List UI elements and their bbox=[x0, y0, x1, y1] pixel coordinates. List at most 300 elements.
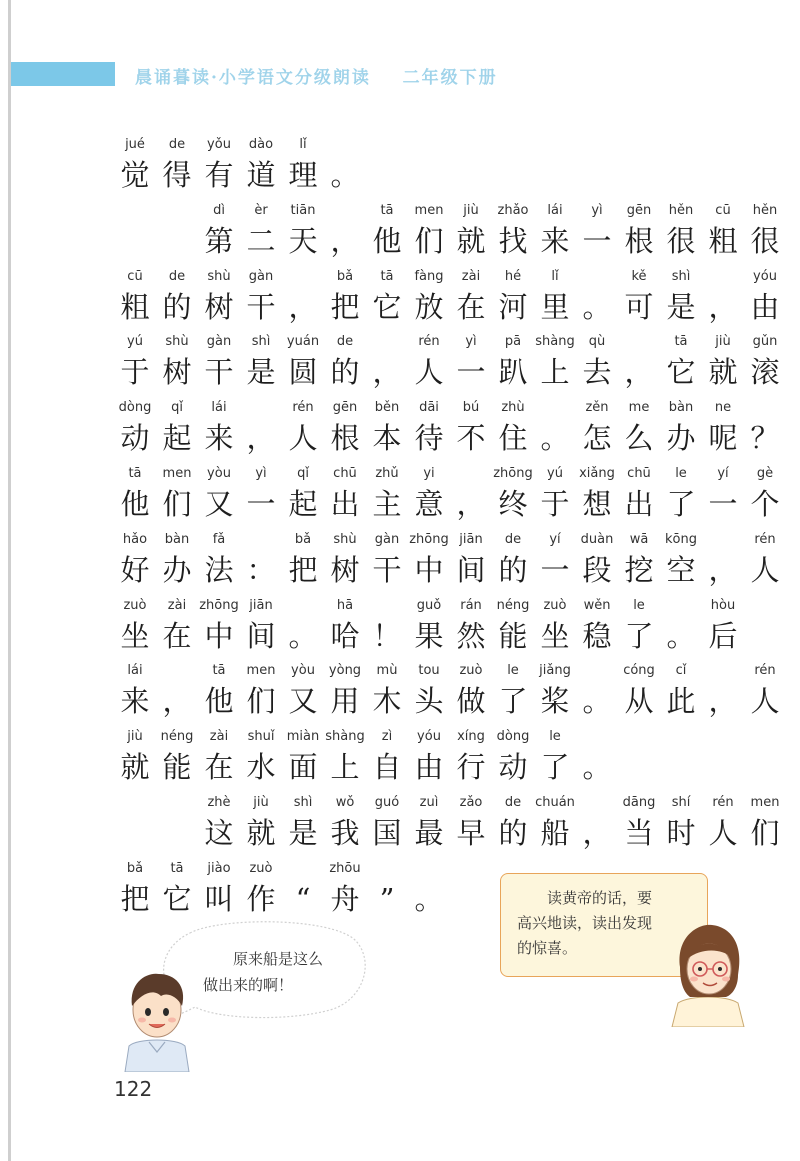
character-with-pinyin bbox=[114, 135, 156, 195]
hanzi: 了 bbox=[624, 618, 654, 653]
hanzi: 国 bbox=[372, 816, 402, 850]
hanzi: 法 bbox=[204, 552, 234, 587]
page-edge bbox=[8, 0, 11, 1161]
hanzi: 是 bbox=[666, 289, 696, 324]
character-with-pinyin bbox=[324, 332, 366, 392]
pinyin bbox=[324, 135, 366, 155]
hanzi: 粗 bbox=[708, 223, 738, 258]
hanzi: 作 bbox=[246, 881, 276, 916]
pinyin bbox=[240, 530, 282, 550]
character-with-pinyin bbox=[618, 793, 660, 853]
pinyin: zì bbox=[381, 729, 393, 745]
pinyin: zhōu bbox=[329, 860, 361, 876]
character-with-pinyin bbox=[492, 398, 534, 458]
pinyin: gàn bbox=[374, 531, 400, 547]
pinyin: dòng bbox=[496, 729, 530, 745]
pinyin: xiǎng bbox=[579, 466, 615, 481]
pinyin: jiù bbox=[253, 795, 269, 810]
hanzi: 又 bbox=[204, 487, 234, 521]
hanzi: 河 bbox=[498, 289, 528, 324]
pinyin: wā bbox=[629, 531, 649, 547]
pinyin: bàn bbox=[164, 531, 190, 547]
pinyin: pā bbox=[504, 334, 522, 350]
character-with-pinyin bbox=[156, 135, 198, 195]
hanzi: 找 bbox=[498, 223, 528, 258]
character-with-pinyin bbox=[492, 267, 534, 327]
pinyin bbox=[156, 661, 198, 681]
hanzi: 出 bbox=[624, 487, 654, 521]
character-with-pinyin bbox=[324, 596, 366, 656]
character-with-pinyin bbox=[408, 530, 450, 590]
character-with-pinyin bbox=[366, 661, 408, 721]
pinyin: dì bbox=[213, 202, 225, 218]
character-with-pinyin bbox=[198, 267, 240, 327]
character-with-pinyin bbox=[408, 859, 450, 919]
character-with-pinyin bbox=[114, 859, 156, 919]
hanzi: 终 bbox=[498, 487, 528, 521]
character-with-pinyin bbox=[156, 530, 198, 590]
character-with-pinyin bbox=[198, 201, 240, 261]
hanzi: 上 bbox=[540, 355, 570, 390]
hanzi: 们 bbox=[246, 684, 276, 719]
pinyin: wěn bbox=[583, 597, 611, 613]
character-with-pinyin bbox=[450, 530, 492, 590]
hanzi: 理 bbox=[288, 158, 318, 192]
hanzi: ： bbox=[246, 552, 276, 587]
pinyin: dāng bbox=[622, 795, 656, 810]
pinyin bbox=[576, 661, 618, 681]
pinyin: kě bbox=[631, 268, 647, 284]
pinyin: jué bbox=[125, 137, 145, 152]
hanzi: ， bbox=[330, 223, 360, 258]
hanzi: 第 bbox=[204, 223, 234, 258]
hanzi: 把 bbox=[120, 881, 150, 916]
pinyin: lái bbox=[547, 202, 563, 218]
hanzi: 想 bbox=[582, 487, 612, 521]
hanzi: 段 bbox=[582, 552, 612, 587]
pinyin: zhōng bbox=[409, 531, 449, 547]
hanzi: 意 bbox=[414, 487, 444, 521]
pinyin: ne bbox=[714, 400, 732, 416]
pinyin: jiù bbox=[127, 729, 143, 745]
hanzi: ， bbox=[456, 487, 486, 521]
character-with-pinyin bbox=[450, 596, 492, 656]
hanzi: 趴 bbox=[498, 355, 528, 390]
pinyin: chū bbox=[627, 466, 651, 481]
character-with-pinyin bbox=[450, 267, 492, 327]
hanzi: 。 bbox=[582, 289, 612, 324]
character-with-pinyin bbox=[198, 530, 240, 590]
hanzi: ， bbox=[246, 421, 276, 456]
hanzi: 当 bbox=[624, 816, 654, 850]
character-with-pinyin bbox=[282, 464, 324, 524]
text-line bbox=[114, 267, 786, 333]
hanzi: 此 bbox=[666, 684, 696, 719]
character-with-pinyin bbox=[492, 464, 534, 524]
character-with-pinyin bbox=[660, 530, 702, 590]
hanzi: 。 bbox=[582, 684, 612, 719]
character-with-pinyin bbox=[198, 398, 240, 458]
pinyin: jiān bbox=[459, 531, 483, 547]
character-with-pinyin bbox=[282, 596, 324, 656]
hanzi: ！ bbox=[372, 618, 402, 653]
hanzi: 怎 bbox=[582, 421, 612, 456]
character-with-pinyin bbox=[618, 332, 660, 392]
hanzi: 呢 bbox=[708, 421, 738, 456]
character-with-pinyin bbox=[702, 332, 744, 392]
pinyin: xíng bbox=[457, 729, 485, 745]
hanzi: 里 bbox=[540, 289, 570, 324]
hanzi: ？ bbox=[750, 421, 780, 456]
pinyin: bú bbox=[462, 400, 480, 416]
character-with-pinyin bbox=[744, 530, 786, 590]
pinyin: zuì bbox=[419, 795, 439, 810]
hanzi: 树 bbox=[162, 355, 192, 390]
character-with-pinyin bbox=[114, 398, 156, 458]
teacher-illustration bbox=[668, 917, 748, 1027]
pinyin: rén bbox=[712, 795, 734, 810]
hanzi: 的 bbox=[498, 552, 528, 587]
hanzi: 根 bbox=[330, 421, 360, 456]
pinyin: běn bbox=[374, 400, 400, 416]
character-with-pinyin bbox=[366, 464, 408, 524]
character-with-pinyin bbox=[744, 267, 786, 327]
text-line bbox=[114, 661, 786, 727]
character-with-pinyin bbox=[156, 661, 198, 721]
hanzi: 去 bbox=[582, 355, 612, 390]
pinyin: lǐ bbox=[551, 268, 559, 284]
pinyin: tā bbox=[380, 268, 394, 284]
character-with-pinyin bbox=[576, 793, 618, 853]
hanzi: 舟 bbox=[330, 881, 360, 916]
character-with-pinyin bbox=[240, 398, 282, 458]
pinyin bbox=[282, 267, 324, 287]
hanzi: 本 bbox=[372, 421, 402, 456]
pinyin: shì bbox=[251, 334, 271, 350]
hanzi: 住 bbox=[498, 421, 528, 456]
hanzi: 桨 bbox=[540, 684, 570, 719]
character-with-pinyin bbox=[408, 267, 450, 327]
pinyin: zhǔ bbox=[375, 466, 399, 481]
character-with-pinyin bbox=[534, 201, 576, 261]
character-with-pinyin bbox=[114, 267, 156, 327]
hanzi: 了 bbox=[540, 750, 570, 785]
character-with-pinyin bbox=[324, 661, 366, 721]
hanzi: 最 bbox=[414, 816, 444, 850]
pinyin: jiào bbox=[207, 860, 231, 876]
hanzi: 个 bbox=[750, 487, 780, 521]
character-with-pinyin bbox=[114, 727, 156, 787]
hanzi: 起 bbox=[288, 487, 318, 521]
text-line bbox=[114, 332, 786, 398]
character-with-pinyin bbox=[576, 267, 618, 327]
character-with-pinyin bbox=[702, 464, 744, 524]
hanzi: 这 bbox=[204, 816, 234, 850]
hanzi: 人 bbox=[708, 816, 738, 850]
hanzi: ， bbox=[708, 552, 738, 587]
pinyin: rén bbox=[292, 400, 314, 416]
character-with-pinyin bbox=[198, 727, 240, 787]
character-with-pinyin bbox=[576, 661, 618, 721]
hanzi: 后 bbox=[708, 618, 738, 653]
pinyin: néng bbox=[496, 597, 530, 613]
character-with-pinyin bbox=[366, 859, 408, 919]
hanzi: 动 bbox=[120, 421, 150, 456]
character-with-pinyin bbox=[240, 464, 282, 524]
character-with-pinyin bbox=[198, 464, 240, 524]
pinyin: shù bbox=[207, 268, 231, 284]
text-line bbox=[114, 727, 786, 793]
character-with-pinyin bbox=[198, 135, 240, 195]
character-with-pinyin bbox=[282, 727, 324, 787]
pinyin: hé bbox=[504, 268, 522, 284]
text-line bbox=[114, 464, 786, 530]
pinyin: tā bbox=[380, 202, 394, 218]
pinyin: bǎ bbox=[126, 860, 144, 876]
character-with-pinyin bbox=[198, 793, 240, 853]
hanzi: 办 bbox=[162, 552, 192, 587]
pinyin: rán bbox=[460, 597, 482, 613]
hanzi: 头 bbox=[414, 684, 444, 719]
character-with-pinyin bbox=[198, 661, 240, 721]
character-with-pinyin bbox=[282, 267, 324, 327]
hanzi: 。 bbox=[288, 618, 318, 653]
pinyin: jiù bbox=[715, 334, 731, 350]
pinyin: yǒu bbox=[207, 137, 231, 152]
pinyin: hěn bbox=[668, 202, 694, 218]
character-with-pinyin bbox=[576, 530, 618, 590]
pinyin: zài bbox=[167, 597, 187, 613]
character-with-pinyin bbox=[660, 201, 702, 261]
pinyin: cū bbox=[715, 202, 731, 218]
hanzi: 哈 bbox=[330, 618, 360, 653]
character-with-pinyin bbox=[492, 793, 534, 853]
text-line bbox=[114, 135, 786, 201]
pinyin: shàng bbox=[535, 334, 575, 350]
hanzi: 它 bbox=[162, 881, 192, 916]
hanzi: ， bbox=[288, 289, 318, 324]
hanzi: ， bbox=[708, 289, 738, 324]
pinyin: zhǎo bbox=[497, 202, 529, 218]
pinyin: hā bbox=[336, 597, 354, 613]
hanzi: 就 bbox=[456, 223, 486, 258]
character-with-pinyin bbox=[534, 727, 576, 787]
character-with-pinyin bbox=[240, 859, 282, 919]
hanzi: 稳 bbox=[582, 618, 612, 653]
character-with-pinyin bbox=[282, 332, 324, 392]
character-with-pinyin bbox=[702, 398, 744, 458]
hanzi: 。 bbox=[666, 618, 696, 653]
character-with-pinyin bbox=[240, 332, 282, 392]
hanzi: 可 bbox=[624, 289, 654, 324]
hanzi: 天 bbox=[288, 223, 318, 258]
pinyin: duàn bbox=[580, 531, 614, 547]
character-with-pinyin bbox=[240, 201, 282, 261]
hanzi: 空 bbox=[666, 552, 696, 587]
character-with-pinyin bbox=[156, 727, 198, 787]
pinyin: zhù bbox=[501, 400, 525, 416]
pinyin: de bbox=[168, 268, 186, 284]
pinyin: jiǎng bbox=[539, 663, 571, 679]
pinyin: rén bbox=[754, 663, 776, 679]
hanzi: 。 bbox=[540, 421, 570, 456]
pinyin: jiù bbox=[463, 202, 479, 218]
pinyin: lái bbox=[211, 400, 227, 416]
character-with-pinyin bbox=[324, 201, 366, 261]
character-with-pinyin bbox=[324, 727, 366, 787]
pinyin: zuò bbox=[543, 597, 567, 613]
character-with-pinyin bbox=[618, 267, 660, 327]
hanzi: 人 bbox=[414, 355, 444, 390]
pinyin: fàng bbox=[414, 268, 444, 284]
pinyin: zuò bbox=[123, 597, 147, 613]
hanzi: 木 bbox=[372, 684, 402, 719]
text-line bbox=[114, 530, 786, 596]
pinyin: rén bbox=[754, 531, 776, 547]
hanzi: 能 bbox=[162, 750, 192, 785]
pinyin: tā bbox=[674, 334, 688, 350]
pinyin bbox=[282, 596, 324, 616]
hanzi: 的 bbox=[330, 355, 360, 390]
character-with-pinyin bbox=[450, 661, 492, 721]
hanzi: 一 bbox=[708, 487, 738, 521]
pinyin: yì bbox=[591, 202, 603, 218]
hanzi: 滚 bbox=[750, 355, 780, 390]
pinyin: gēn bbox=[626, 202, 652, 218]
pinyin: guǒ bbox=[416, 597, 442, 613]
character-with-pinyin bbox=[408, 596, 450, 656]
character-with-pinyin bbox=[450, 727, 492, 787]
character-with-pinyin bbox=[660, 464, 702, 524]
hanzi: 树 bbox=[204, 289, 234, 324]
character-with-pinyin bbox=[324, 793, 366, 853]
hanzi: 做 bbox=[456, 684, 486, 719]
hanzi: 一 bbox=[246, 487, 276, 521]
character-with-pinyin bbox=[366, 267, 408, 327]
character-with-pinyin bbox=[282, 661, 324, 721]
pinyin: yóu bbox=[753, 268, 777, 284]
hanzi: 他 bbox=[120, 487, 150, 521]
character-with-pinyin bbox=[576, 464, 618, 524]
hanzi: 得 bbox=[162, 158, 192, 192]
character-with-pinyin bbox=[534, 596, 576, 656]
pinyin: gǔn bbox=[752, 334, 778, 350]
pinyin: shuǐ bbox=[247, 729, 275, 745]
pinyin: cǐ bbox=[675, 663, 687, 679]
character-with-pinyin bbox=[240, 135, 282, 195]
character-with-pinyin bbox=[408, 398, 450, 458]
pinyin: gè bbox=[756, 466, 774, 481]
hanzi: 道 bbox=[246, 158, 276, 192]
character-with-pinyin bbox=[156, 596, 198, 656]
hanzi: 他 bbox=[372, 223, 402, 258]
hanzi: 面 bbox=[288, 750, 318, 785]
hanzi: 他 bbox=[204, 684, 234, 719]
pinyin: yòng bbox=[328, 663, 362, 679]
character-with-pinyin bbox=[324, 464, 366, 524]
character-with-pinyin bbox=[324, 267, 366, 327]
pinyin: lǐ bbox=[299, 137, 307, 152]
hanzi: 们 bbox=[414, 223, 444, 258]
pinyin bbox=[366, 332, 408, 352]
hanzi: 时 bbox=[666, 816, 696, 850]
character-with-pinyin bbox=[702, 793, 744, 853]
pinyin: bàn bbox=[668, 400, 694, 416]
boy-illustration bbox=[117, 962, 197, 1072]
character-with-pinyin bbox=[492, 661, 534, 721]
character-with-pinyin bbox=[282, 859, 324, 919]
hanzi: “ bbox=[295, 881, 311, 916]
hanzi: 动 bbox=[498, 750, 528, 785]
pinyin bbox=[576, 727, 618, 747]
teacher-tip-text: 读黄帝的话，要 高兴地读，读出发现 的惊喜。 bbox=[517, 889, 653, 957]
pinyin: qǐ bbox=[171, 400, 183, 416]
pinyin: zhè bbox=[207, 795, 231, 810]
pinyin: chū bbox=[333, 466, 357, 481]
hanzi: 。 bbox=[414, 881, 444, 916]
pinyin: zuò bbox=[459, 663, 483, 679]
pinyin: yí bbox=[549, 531, 561, 547]
hanzi: 就 bbox=[246, 816, 276, 850]
page-number: 122 bbox=[114, 1077, 153, 1101]
character-with-pinyin bbox=[408, 332, 450, 392]
pinyin: zhōng bbox=[199, 597, 239, 613]
pinyin: néng bbox=[160, 729, 194, 745]
character-with-pinyin bbox=[534, 267, 576, 327]
character-with-pinyin bbox=[744, 793, 786, 853]
pinyin: hěn bbox=[752, 202, 778, 218]
character-with-pinyin bbox=[492, 332, 534, 392]
pinyin: tā bbox=[128, 466, 142, 481]
hanzi: 由 bbox=[414, 750, 444, 785]
text-line bbox=[114, 793, 786, 859]
character-with-pinyin bbox=[408, 464, 450, 524]
pinyin: men bbox=[162, 466, 192, 481]
character-with-pinyin bbox=[618, 530, 660, 590]
pinyin: zuò bbox=[249, 860, 273, 876]
character-with-pinyin bbox=[534, 332, 576, 392]
pinyin bbox=[366, 859, 408, 879]
pinyin: rén bbox=[418, 334, 440, 350]
character-with-pinyin bbox=[324, 135, 366, 195]
character-with-pinyin bbox=[702, 530, 744, 590]
hanzi: 就 bbox=[120, 750, 150, 785]
pinyin: me bbox=[628, 400, 650, 416]
hanzi: 把 bbox=[330, 289, 360, 324]
hanzi: ， bbox=[708, 684, 738, 719]
hanzi: 根 bbox=[624, 223, 654, 258]
character-with-pinyin bbox=[240, 267, 282, 327]
hanzi: 在 bbox=[162, 618, 192, 653]
character-with-pinyin bbox=[282, 793, 324, 853]
character-with-pinyin bbox=[198, 596, 240, 656]
character-with-pinyin bbox=[240, 793, 282, 853]
pinyin: yú bbox=[127, 334, 143, 350]
character-with-pinyin bbox=[660, 661, 702, 721]
pinyin: jiān bbox=[249, 597, 273, 613]
hanzi: 待 bbox=[414, 421, 444, 456]
header-bar bbox=[11, 62, 115, 86]
character-with-pinyin bbox=[618, 596, 660, 656]
pinyin bbox=[534, 398, 576, 418]
character-with-pinyin bbox=[114, 530, 156, 590]
character-with-pinyin bbox=[492, 727, 534, 787]
hanzi: 一 bbox=[582, 223, 612, 258]
character-with-pinyin bbox=[240, 661, 282, 721]
character-with-pinyin bbox=[702, 267, 744, 327]
hanzi: 粗 bbox=[120, 289, 150, 324]
character-with-pinyin bbox=[366, 530, 408, 590]
